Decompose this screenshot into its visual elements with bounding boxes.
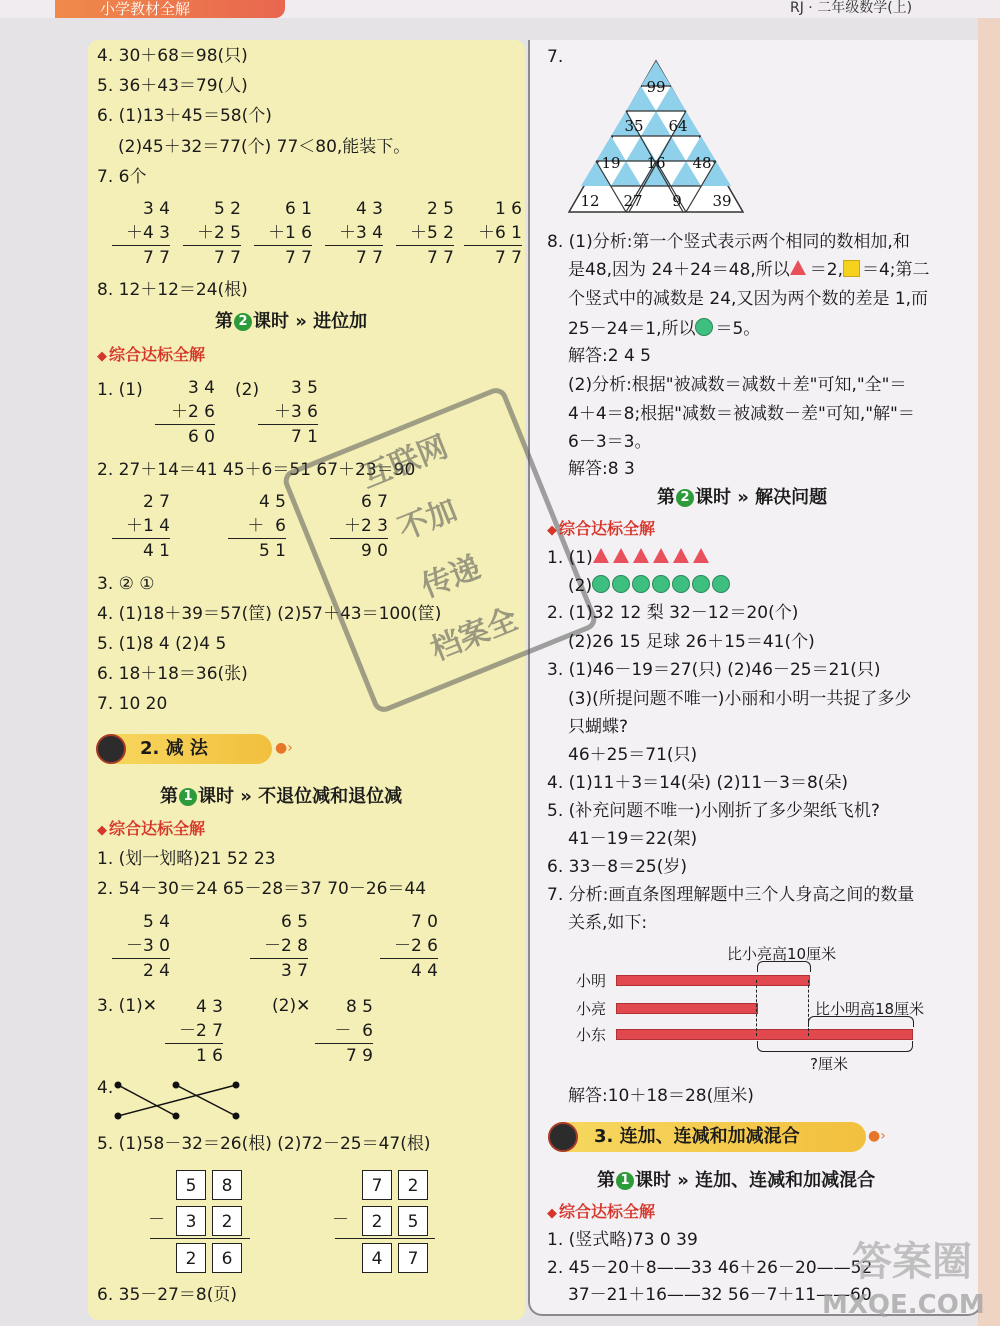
answer-line: (2)✕ [272,996,311,1016]
pyramid-number: 48 [692,154,712,172]
vertical-calc: 5 2 ＋2 5 7 7 [183,197,241,270]
answer-line: 6. 35－27＝8(页) [97,1285,237,1305]
circle-icon [672,575,690,593]
vertical-calc: 3 5 ＋3 6 7 1 [258,376,318,449]
answer-line: 8. (1)分析:第一个竖式表示两个相同的数相加,和 [547,232,910,252]
divider-line [150,1238,250,1239]
answer-line: (2) [568,575,732,596]
answer-line: 7. 10 20 [97,694,168,714]
triangle-icon [593,548,609,563]
answer-line: 4. (1)11＋3＝14(朵) (2)11－3＝8(朵) [547,773,849,793]
answer-line: 25－24＝1,所以 ＝5。 [568,319,761,339]
digit-box: 5 [398,1206,428,1236]
digit-box: 2 [176,1243,206,1273]
triangle-icon [790,260,806,275]
answer-line: 只蝴蝶? [568,717,629,737]
arrow-icon: ●› [868,1128,886,1144]
answer-line: 46＋25＝71(只) [568,745,698,765]
lesson-heading: 第 1 课时 » 连加、连减和加减混合 [597,1170,876,1191]
digit-box: 2 [362,1206,392,1236]
bar-label: 小明 [576,972,607,990]
answer-line: 5. (1)58－32＝26(根) (2)72－25＝47(根) [97,1134,431,1154]
answer-line: 6. 18＋18＝36(张) [97,664,248,684]
pyramid-number: 39 [712,192,732,210]
unit-title: 2. 减 法 [140,738,208,759]
vertical-calc: 8 5 － 6 7 9 [315,995,373,1068]
answer-line: 1. (竖式略)73 0 39 [547,1230,698,1250]
pyramid-number: 27 [623,192,643,210]
circle-icon [632,575,650,593]
book-title: 小学教材全解 [100,0,191,18]
divider-line [335,1238,435,1239]
triangle-icon [693,548,709,563]
triangle-icon [633,548,649,563]
vertical-calc: 6 5 －2 8 3 7 [250,910,308,983]
mascot-icon [96,734,126,764]
answer-line: 2. 54－30＝24 65－28＝37 70－26＝44 [97,879,427,899]
height-bar-xiaodong [616,1029,913,1040]
minus-sign: － [332,1210,349,1230]
answer-line: 6. 33－8＝25(岁) [547,857,687,877]
answer-line: (2)45＋32＝77(个) 77＜80,能装下。 [118,137,411,157]
circle-icon [695,318,713,336]
answer-line: 6－3＝3。 [568,432,652,452]
triangle-icon [613,548,629,563]
dashed-guide [756,980,757,1036]
digit-box: 2 [212,1206,242,1236]
bar-label: 小亮 [576,1000,607,1018]
answer-line: (2) [235,380,260,400]
lesson-heading: 第 1 课时 » 不退位减和退位减 [160,786,403,807]
pyramid-number: 35 [624,117,644,135]
vertical-calc: 2 7 ＋1 4 4 1 [112,490,170,563]
section-heading: ◆ 综合达标全解 [547,1202,656,1221]
answer-line: (2)26 15 足球 26＋15＝41(个) [568,632,815,652]
vertical-calc: 6 1 ＋1 6 7 7 [254,197,312,270]
triangle-icon [673,548,689,563]
answer-line: 1. (划一划略)21 52 23 [97,849,276,869]
unit-title: 3. 连加、连减和加减混合 [594,1126,800,1147]
circle-icon [692,575,710,593]
answer-line: (3)(所提问题不唯一)小丽和小明一共捉了多少 [568,689,912,709]
answer-line: 5. (补充问题不唯一)小刚折了多少架纸飞机? [547,801,880,821]
arrow-icon: ●› [275,740,293,756]
square-icon [843,260,860,277]
answer-line: 2. 45－20＋8——33 46＋26－20——52 [547,1258,873,1278]
answer-line: 2. 27＋14＝41 45＋6＝51 67＋23＝90 [97,460,416,480]
brace [757,1041,913,1052]
vertical-calc: 1 6 ＋6 1 7 7 [464,197,522,270]
answer-line: 6. (1)13＋45＝58(个) [97,106,272,126]
answer-line: 41－19＝22(架) [568,829,698,849]
answer-line: 4. (1)18＋39＝57(筐) (2)57＋43＝100(筐) [97,604,442,624]
page-edge-strip [978,18,1000,1326]
answer-line: 5. 36＋43＝79(人) [97,76,248,96]
pyramid-number: 16 [646,154,666,172]
digit-box: 7 [398,1243,428,1273]
answer-line: 4＋4＝8;根据"减数＝被减数－差"可知,"解"＝ [568,404,915,424]
stamp-seal: 互联网 不加 传递 档案全 [280,385,600,716]
digit-box: 4 [362,1243,392,1273]
answer-line: 3. (1)✕ [97,996,157,1016]
brace [808,1016,914,1027]
answer-line: 1. (1) [97,380,143,400]
pyramid-number: 12 [580,192,600,210]
digit-box: 2 [398,1170,428,1200]
pyramid-number: 99 [646,78,666,96]
height-bar-xiaoliang [616,1003,758,1014]
answer-line: 是48,因为 24＋24＝48,所以 ＝2, ＝4;第二 [568,260,930,280]
bar-note: 比小亮高10厘米 [727,945,837,963]
digit-box: 7 [362,1170,392,1200]
lesson-heading: 第 2 课时 » 进位加 [215,311,368,332]
answer-line: 个竖式中的减数是 24,又因为两个数的差是 1,而 [568,289,929,309]
answer-line: 解答:8 3 [568,459,635,479]
vertical-calc: 6 7 ＋2 3 9 0 [330,490,388,563]
matching-lines [112,1080,242,1122]
triangle-icon [653,548,669,563]
vertical-calc: 2 5 ＋5 2 7 7 [396,197,454,270]
answer-line: 37－21＋16——32 56－7＋11——60 [568,1285,872,1305]
circle-icon [712,575,730,593]
pyramid-number: 64 [668,117,688,135]
answer-line: 3. (1)46－19＝27(只) (2)46－25＝21(只) [547,660,881,680]
book-subtitle: RJ · 二年级数学(上) [790,0,913,16]
digit-box: 8 [212,1170,242,1200]
brace [757,961,811,972]
vertical-calc: 3 4 ＋4 3 7 7 [112,197,170,270]
bar-question: ?厘米 [810,1055,848,1073]
digit-box: 6 [212,1243,242,1273]
height-bar-xiaoming [616,975,810,986]
answer-line: 2. (1)32 12 梨 32－12＝20(个) [547,603,799,623]
minus-sign: － [148,1210,165,1230]
vertical-calc: 4 3 ＋3 4 7 7 [325,197,383,270]
section-heading: ◆ 综合达标全解 [97,819,206,838]
pyramid-number: 19 [601,154,621,172]
answer-line: 5. (1)8 4 (2)4 5 [97,634,227,654]
answer-line: 4. [97,1078,114,1098]
section-heading: ◆ 综合达标全解 [97,345,206,364]
answer-line: 解答:2 4 5 [568,346,651,366]
number-pyramid [566,58,746,216]
answer-line: (2)分析:根据"被减数＝减数＋差"可知,"全"＝ [568,375,907,395]
digit-box: 5 [176,1170,206,1200]
vertical-calc: 3 4 ＋2 6 6 0 [155,376,215,449]
lesson-heading: 第 2 课时 » 解决问题 [657,487,828,508]
answer-line: 8. 12＋12＝24(根) [97,280,248,300]
mascot-icon [548,1122,578,1152]
vertical-calc: 7 0 －2 6 4 4 [380,910,438,983]
answer-line: 7. [547,47,564,67]
answer-line: 关系,如下: [568,913,648,933]
answer-line: 3. ② ① [97,574,155,594]
answer-line: 7. 6个 [97,167,147,187]
circle-icon [612,575,630,593]
section-heading: ◆ 综合达标全解 [547,519,656,538]
answer-line: 解答:10＋18＝28(厘米) [568,1086,754,1106]
dashed-guide [808,980,809,1036]
watermark-url: MXQE.COM [822,1290,985,1320]
circle-icon [652,575,670,593]
bar-label: 小东 [576,1026,607,1044]
answer-line: 4. 30＋68＝98(只) [97,46,248,66]
circle-icon [592,575,610,593]
vertical-calc: 4 5 ＋ 6 5 1 [228,490,286,563]
watermark-logo: 答案圈 [852,1239,972,1285]
answer-line: 1. (1) [547,548,713,568]
vertical-calc: 4 3 －2 7 1 6 [165,995,223,1068]
pyramid-number: 9 [672,192,682,210]
bar-note: 比小明高18厘米 [815,1000,925,1018]
digit-box: 3 [176,1206,206,1236]
vertical-calc: 5 4 －3 0 2 4 [112,910,170,983]
answer-line: 7. 分析:画直条图理解题中三个人身高之间的数量 [547,885,915,905]
